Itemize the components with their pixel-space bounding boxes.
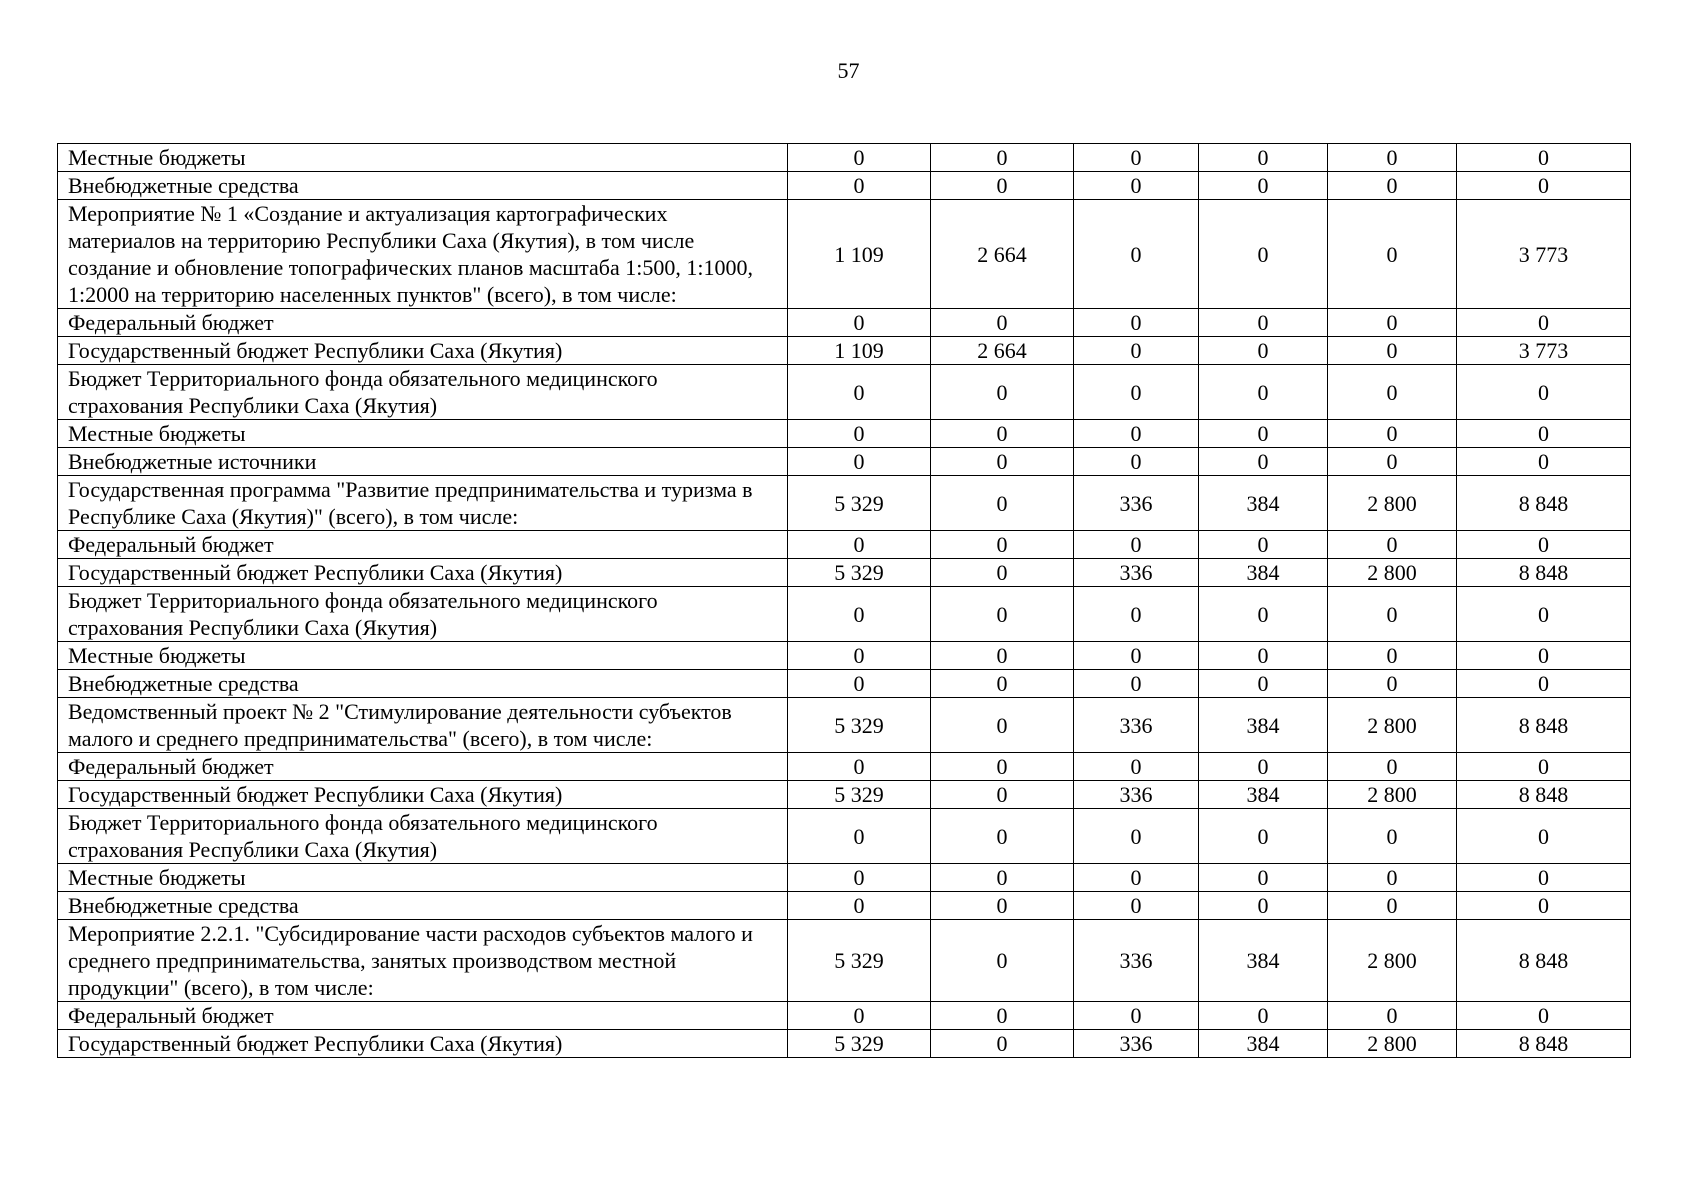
table-row: [58, 144, 1631, 172]
row-label: Федеральный бюджет: [58, 1002, 788, 1030]
value-cell: 0: [931, 698, 1074, 753]
value-cell: 2 800: [1328, 781, 1457, 809]
table-row: [58, 200, 1631, 309]
value-cell: 0: [1074, 337, 1199, 365]
value-cell: 0: [1199, 1002, 1328, 1030]
value-cell: 0: [1199, 531, 1328, 559]
table-row: [58, 753, 1631, 781]
value-cell: 0: [931, 587, 1074, 642]
value-cell: 0: [1074, 753, 1199, 781]
value-cell: 8 848: [1457, 920, 1631, 1002]
value-cell: 0: [931, 559, 1074, 587]
value-cell: 0: [931, 309, 1074, 337]
value-cell: 0: [788, 642, 931, 670]
value-cell: 0: [1457, 809, 1631, 864]
value-cell: 0: [931, 809, 1074, 864]
value-cell: 0: [931, 892, 1074, 920]
value-cell: 0: [1199, 864, 1328, 892]
value-cell: 0: [788, 809, 931, 864]
value-cell: 0: [931, 172, 1074, 200]
value-cell: 5 329: [788, 476, 931, 531]
row-label: Государственный бюджет Республики Саха (Якутия): [58, 781, 788, 809]
value-cell: 0: [931, 420, 1074, 448]
value-cell: 0: [1328, 200, 1457, 309]
value-cell: 0: [1074, 309, 1199, 337]
row-label: Ведомственный проект № 2 "Стимулирование деятельности субъектов малого и среднего предпринимательства" (всего), в том числе:: [58, 698, 788, 753]
table-row: [58, 420, 1631, 448]
value-cell: 0: [1457, 892, 1631, 920]
value-cell: 0: [1328, 337, 1457, 365]
row-label: Внебюджетные средства: [58, 670, 788, 698]
value-cell: 2 800: [1328, 698, 1457, 753]
value-cell: 0: [1199, 670, 1328, 698]
value-cell: 5 329: [788, 781, 931, 809]
value-cell: 8 848: [1457, 781, 1631, 809]
value-cell: 336: [1074, 476, 1199, 531]
table-row: [58, 587, 1631, 642]
table-row: [58, 698, 1631, 753]
value-cell: 0: [1074, 448, 1199, 476]
value-cell: 0: [1199, 144, 1328, 172]
value-cell: 336: [1074, 781, 1199, 809]
value-cell: 384: [1199, 698, 1328, 753]
value-cell: 0: [1328, 448, 1457, 476]
value-cell: 336: [1074, 559, 1199, 587]
table-row: [58, 337, 1631, 365]
value-cell: 0: [788, 670, 931, 698]
value-cell: 0: [1199, 309, 1328, 337]
value-cell: 0: [1074, 531, 1199, 559]
value-cell: 0: [1199, 337, 1328, 365]
row-label: Бюджет Территориального фонда обязательного медицинского страхования Республики Саха (Якутия): [58, 809, 788, 864]
value-cell: 336: [1074, 1030, 1199, 1058]
table-row: [58, 448, 1631, 476]
table-row: [58, 642, 1631, 670]
value-cell: 5 329: [788, 698, 931, 753]
value-cell: 0: [931, 864, 1074, 892]
row-label: Бюджет Территориального фонда обязательного медицинского страхования Республики Саха (Якутия): [58, 587, 788, 642]
value-cell: 0: [1328, 1002, 1457, 1030]
row-label: Мероприятие № 1 «Создание и актуализация картографических материалов на территорию Республики Саха (Якутия), в том числе создание и обновление топографических планов масштаба 1:500, 1:1000, 1:2000 на территорию населенных пунктов" (всего), в том числе:: [58, 200, 788, 309]
value-cell: 0: [931, 144, 1074, 172]
table-row: [58, 864, 1631, 892]
value-cell: 0: [788, 531, 931, 559]
value-cell: 0: [1074, 864, 1199, 892]
value-cell: 8 848: [1457, 1030, 1631, 1058]
value-cell: 0: [1328, 420, 1457, 448]
row-label: Государственный бюджет Республики Саха (Якутия): [58, 1030, 788, 1058]
value-cell: 0: [1328, 753, 1457, 781]
value-cell: 0: [788, 365, 931, 420]
row-label: Государственная программа "Развитие предпринимательства и туризма в Республике Саха (Якутия)" (всего), в том числе:: [58, 476, 788, 531]
value-cell: 0: [1074, 365, 1199, 420]
table-row: [58, 892, 1631, 920]
value-cell: 0: [1457, 172, 1631, 200]
page-number: 57: [837, 58, 860, 83]
row-label: Местные бюджеты: [58, 642, 788, 670]
value-cell: 0: [931, 448, 1074, 476]
table-body: [58, 144, 1631, 1058]
row-label: Местные бюджеты: [58, 864, 788, 892]
value-cell: 0: [788, 144, 931, 172]
value-cell: 0: [788, 448, 931, 476]
value-cell: 0: [1199, 420, 1328, 448]
table-row: [58, 781, 1631, 809]
table-row: [58, 476, 1631, 531]
value-cell: 0: [931, 781, 1074, 809]
table-row: [58, 670, 1631, 698]
table-row: [58, 365, 1631, 420]
value-cell: 336: [1074, 698, 1199, 753]
table-row: [58, 531, 1631, 559]
value-cell: 0: [788, 864, 931, 892]
value-cell: 8 848: [1457, 698, 1631, 753]
value-cell: 384: [1199, 476, 1328, 531]
value-cell: 0: [1457, 670, 1631, 698]
table-row: [58, 1002, 1631, 1030]
value-cell: 384: [1199, 559, 1328, 587]
value-cell: 384: [1199, 920, 1328, 1002]
value-cell: 2 800: [1328, 1030, 1457, 1058]
table-row: [58, 172, 1631, 200]
value-cell: 0: [1328, 670, 1457, 698]
value-cell: 384: [1199, 1030, 1328, 1058]
value-cell: 0: [931, 531, 1074, 559]
value-cell: 0: [788, 172, 931, 200]
value-cell: 0: [1074, 892, 1199, 920]
value-cell: 0: [1074, 670, 1199, 698]
value-cell: 3 773: [1457, 337, 1631, 365]
value-cell: 0: [1457, 365, 1631, 420]
value-cell: 0: [1074, 587, 1199, 642]
value-cell: 0: [931, 476, 1074, 531]
row-label: Государственный бюджет Республики Саха (Якутия): [58, 559, 788, 587]
value-cell: 0: [788, 1002, 931, 1030]
value-cell: 0: [931, 642, 1074, 670]
value-cell: 0: [788, 309, 931, 337]
value-cell: 0: [1199, 587, 1328, 642]
value-cell: 0: [931, 920, 1074, 1002]
value-cell: 0: [1074, 809, 1199, 864]
value-cell: 0: [1199, 809, 1328, 864]
value-cell: 2 800: [1328, 920, 1457, 1002]
value-cell: 0: [1074, 144, 1199, 172]
row-label: Внебюджетные источники: [58, 448, 788, 476]
value-cell: 0: [931, 753, 1074, 781]
value-cell: 0: [931, 1002, 1074, 1030]
value-cell: 0: [1074, 1002, 1199, 1030]
value-cell: 0: [1328, 809, 1457, 864]
row-label: Внебюджетные средства: [58, 892, 788, 920]
value-cell: 5 329: [788, 1030, 931, 1058]
value-cell: 2 800: [1328, 476, 1457, 531]
value-cell: 0: [1074, 420, 1199, 448]
budget-table: [57, 143, 1631, 1058]
value-cell: 0: [1457, 448, 1631, 476]
table-row: [58, 559, 1631, 587]
value-cell: 0: [788, 892, 931, 920]
value-cell: 0: [1199, 172, 1328, 200]
value-cell: 0: [788, 587, 931, 642]
value-cell: 0: [1328, 365, 1457, 420]
table-row: [58, 1030, 1631, 1058]
value-cell: 0: [1199, 200, 1328, 309]
value-cell: 0: [1457, 531, 1631, 559]
value-cell: 0: [1328, 864, 1457, 892]
value-cell: 0: [1199, 642, 1328, 670]
table-row: [58, 920, 1631, 1002]
value-cell: 0: [1328, 172, 1457, 200]
value-cell: 2 664: [931, 200, 1074, 309]
value-cell: 0: [1457, 864, 1631, 892]
value-cell: 0: [1074, 172, 1199, 200]
value-cell: 0: [1328, 144, 1457, 172]
row-label: Мероприятие 2.2.1. "Субсидирование части расходов субъектов малого и среднего предпринимательства, занятых производством местной продукции" (всего), в том числе:: [58, 920, 788, 1002]
value-cell: 1 109: [788, 200, 931, 309]
row-label: Федеральный бюджет: [58, 309, 788, 337]
value-cell: 0: [1328, 309, 1457, 337]
value-cell: 8 848: [1457, 559, 1631, 587]
value-cell: 0: [1457, 144, 1631, 172]
value-cell: 0: [1074, 200, 1199, 309]
value-cell: 384: [1199, 781, 1328, 809]
value-cell: 0: [1074, 642, 1199, 670]
row-label: Федеральный бюджет: [58, 753, 788, 781]
value-cell: 0: [1457, 642, 1631, 670]
row-label: Федеральный бюджет: [58, 531, 788, 559]
value-cell: 0: [788, 753, 931, 781]
value-cell: 0: [1457, 309, 1631, 337]
value-cell: 0: [1457, 587, 1631, 642]
table-row: [58, 809, 1631, 864]
row-label: Местные бюджеты: [58, 144, 788, 172]
value-cell: 0: [931, 365, 1074, 420]
table-row: [58, 309, 1631, 337]
value-cell: 3 773: [1457, 200, 1631, 309]
value-cell: 1 109: [788, 337, 931, 365]
value-cell: 0: [1328, 892, 1457, 920]
value-cell: 0: [1199, 448, 1328, 476]
value-cell: 0: [788, 420, 931, 448]
value-cell: 5 329: [788, 559, 931, 587]
row-label: Местные бюджеты: [58, 420, 788, 448]
value-cell: 0: [1457, 420, 1631, 448]
row-label: Внебюджетные средства: [58, 172, 788, 200]
value-cell: 5 329: [788, 920, 931, 1002]
value-cell: 0: [1328, 531, 1457, 559]
row-label: Бюджет Территориального фонда обязательного медицинского страхования Республики Саха (Якутия): [58, 365, 788, 420]
value-cell: 0: [931, 670, 1074, 698]
value-cell: 336: [1074, 920, 1199, 1002]
value-cell: 2 664: [931, 337, 1074, 365]
value-cell: 8 848: [1457, 476, 1631, 531]
value-cell: 0: [1199, 753, 1328, 781]
value-cell: 0: [1328, 587, 1457, 642]
value-cell: 0: [1457, 1002, 1631, 1030]
row-label: Государственный бюджет Республики Саха (Якутия): [58, 337, 788, 365]
value-cell: 0: [1199, 365, 1328, 420]
value-cell: 2 800: [1328, 559, 1457, 587]
value-cell: 0: [1457, 753, 1631, 781]
value-cell: 0: [931, 1030, 1074, 1058]
value-cell: 0: [1328, 642, 1457, 670]
value-cell: 0: [1199, 892, 1328, 920]
